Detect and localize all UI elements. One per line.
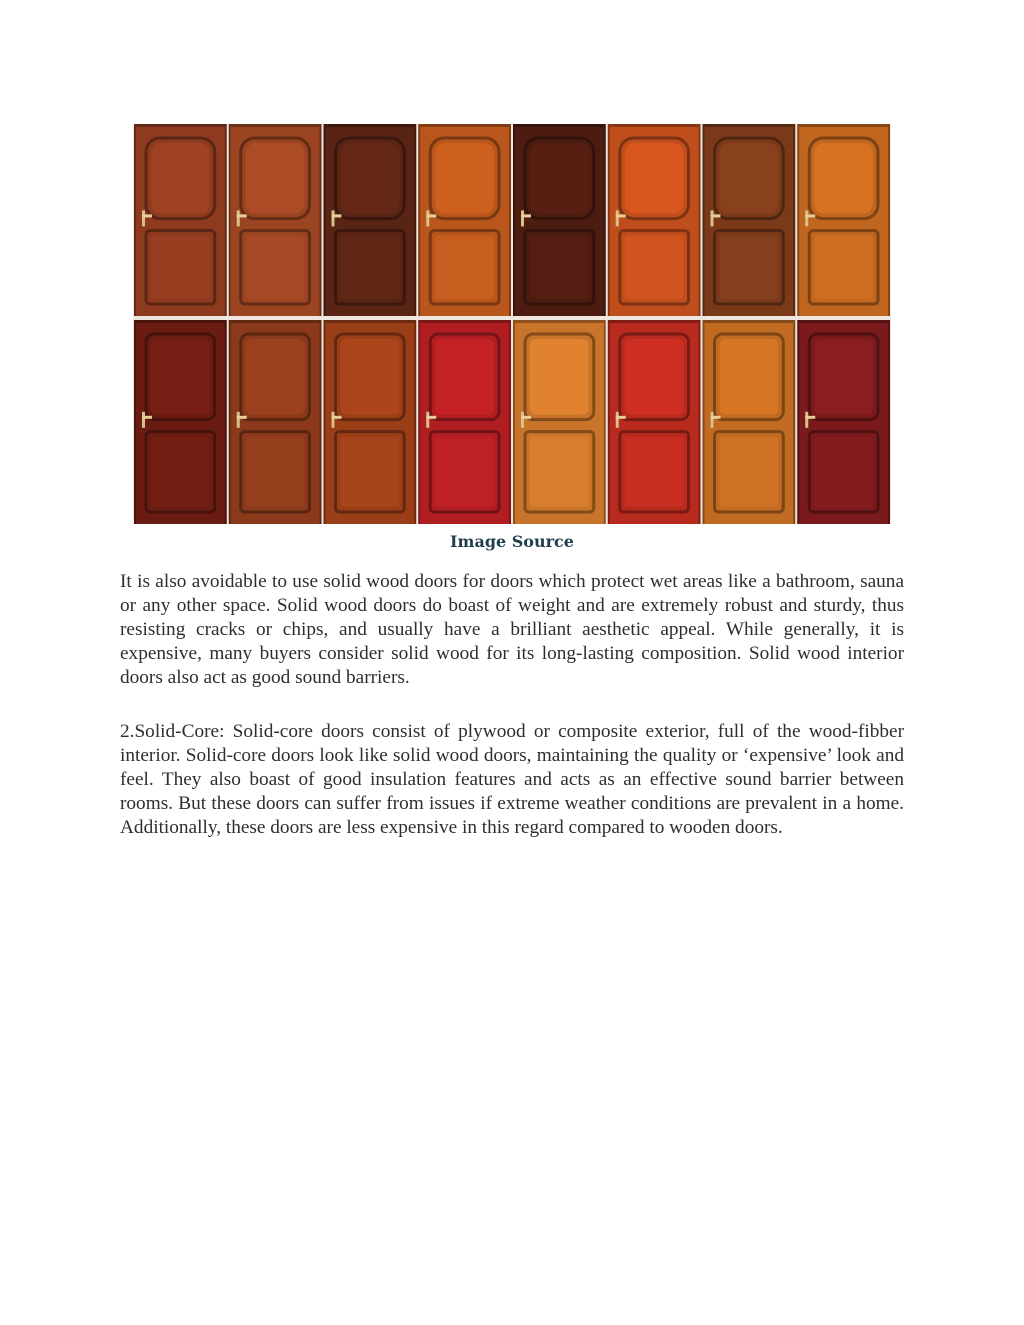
- door-top-3: [324, 124, 417, 316]
- doors-photo: [133, 124, 891, 524]
- door-top-1: [134, 124, 227, 316]
- door-bottom-4: [418, 320, 511, 524]
- door-top-5: [513, 124, 606, 316]
- door-top-6: [608, 124, 701, 316]
- door-bottom-3: [324, 320, 417, 524]
- door-bottom-8: [797, 320, 890, 524]
- door-bottom-2: [229, 320, 322, 524]
- door-bottom-6: [608, 320, 701, 524]
- door-top-2: [229, 124, 322, 316]
- door-bottom-5: [513, 320, 606, 524]
- paragraph-solid-wood: It is also avoidable to use solid wood doors for doors which protect wet areas like a bathroom, sauna or any other space. Solid wood doors do boast of weight and are extremely robust and sturdy, thus resisting cracks or chips, and usually have a brilliant aesthetic appeal. While generally, it is expensive, many buyers consider solid wood for its long-lasting composition. Solid wood interior doors also act as good sound barriers.: [120, 571, 904, 688]
- door-top-7: [703, 124, 796, 316]
- door-bottom-1: [134, 320, 227, 524]
- paragraph-solid-core: 2.Solid-Core: Solid-core doors consist of plywood or composite exterior, full of the wood-fibber interior. Solid-core doors look like solid wood doors, maintaining the quality or ‘expensive’ look and feel. They also boast of good insulation features and acts as an effective sound barrier between rooms. But these doors can suffer from issues if extreme weather conditions are prevalent in a home. Additionally, these doors are less expensive in this regard compared to wooden doors.: [120, 721, 904, 838]
- door-top-8: [797, 124, 890, 316]
- door-top-4: [418, 124, 511, 316]
- image-source-link[interactable]: Image Source: [450, 532, 574, 551]
- door-bottom-7: [703, 320, 796, 524]
